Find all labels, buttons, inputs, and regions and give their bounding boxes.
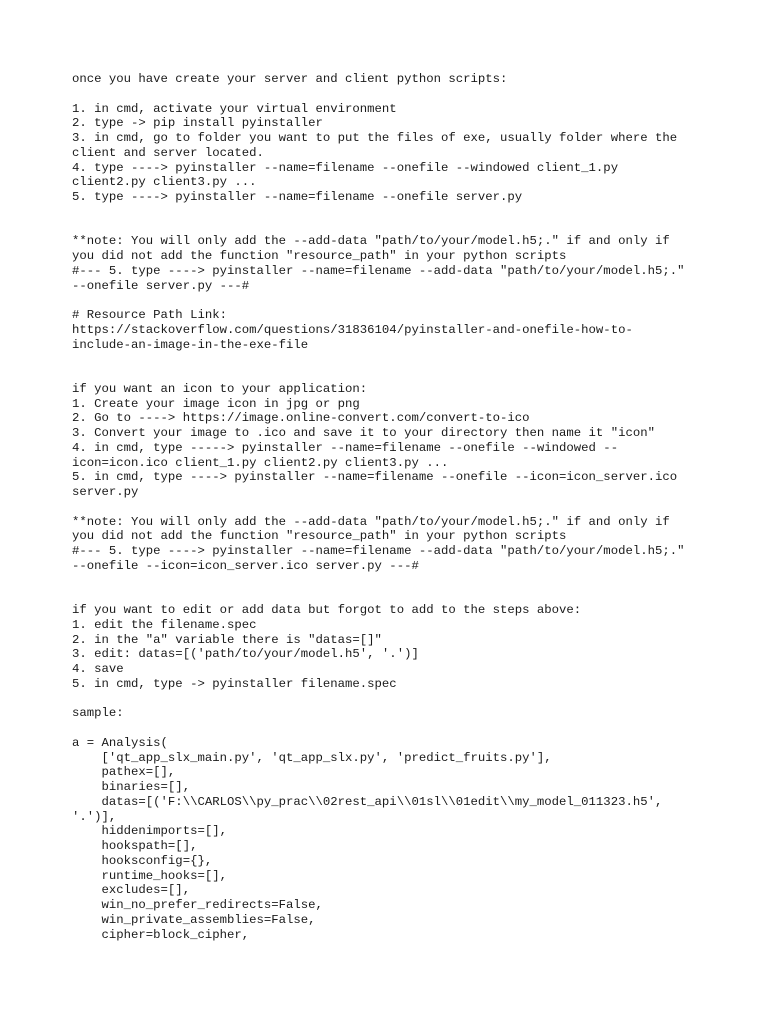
blank-line: [72, 352, 712, 367]
text-line: if you want an icon to your application:: [72, 381, 368, 396]
text-line: datas=[('F:\\CARLOS\\py_prac\\02rest_api\\01sl\\01edit\\my_model_011323.h5',: [72, 794, 663, 809]
text-line: 5. type ----> pyinstaller --name=filename --onefile server.py: [72, 190, 523, 204]
document-page: [72, 72, 712, 942]
text-line: win_no_prefer_redirects=False,: [72, 898, 323, 912]
text-line: 2. in the "a" variable there is "datas=[]": [72, 632, 382, 647]
text-line: include-an-image-in-the-exe-file: [72, 337, 309, 352]
text-line: #--- 5. type ----> pyinstaller --name=filename --add-data "path/to/your/model.h5;.": [72, 263, 685, 278]
blank-line: [72, 574, 712, 589]
text-line: 1. Create your image icon in jpg or png: [72, 396, 360, 411]
text-line: # Resource Path Link:: [72, 308, 227, 322]
text-line: 4. save: [72, 662, 124, 676]
blank-line: [72, 721, 712, 736]
blank-line: [72, 205, 712, 220]
text-line: '.')],: [72, 809, 117, 824]
text-line: you did not add the function "resource_path" in your python scripts: [72, 249, 567, 263]
text-line: 4. type ----> pyinstaller --name=filename --onefile --windowed client_1.py: [72, 160, 619, 175]
text-line: hooksconfig={},: [72, 853, 213, 868]
text-line: 2. Go to ----> https://image.online-convert.com/convert-to-ico: [72, 411, 530, 426]
text-line: #--- 5. type ----> pyinstaller --name=filename --add-data "path/to/your/model.h5;.": [72, 544, 685, 558]
text-line: client2.py client3.py ...: [72, 175, 257, 190]
text-line: --onefile server.py ---#: [72, 278, 250, 293]
text-line: server.py: [72, 485, 139, 499]
text-line: 1. in cmd, activate your virtual environment: [72, 101, 397, 116]
text-line: win_private_assemblies=False,: [72, 912, 316, 927]
text-line: 2. type -> pip install pyinstaller: [72, 116, 323, 131]
text-line: 5. in cmd, type -> pyinstaller filename.spec: [72, 676, 397, 691]
text-line: 5. in cmd, type ----> pyinstaller --name=filename --onefile --icon=icon_server.ico: [72, 470, 678, 485]
text-line: 4. in cmd, type -----> pyinstaller --name=filename --onefile --windowed --: [72, 440, 619, 455]
text-line: 3. edit: datas=[('path/to/your/model.h5', '.')]: [72, 647, 419, 662]
text-line: excludes=[],: [72, 883, 191, 898]
text-line: client and server located.: [72, 145, 264, 160]
blank-line: [72, 692, 712, 707]
blank-line: [72, 87, 712, 102]
text-line: hiddenimports=[],: [72, 824, 227, 839]
blank-line: [72, 588, 712, 603]
text-line: if you want to edit or add data but forgot to add to the steps above:: [72, 603, 582, 617]
blank-line: [72, 220, 712, 235]
text-line: 3. in cmd, go to folder you want to put the files of exe, usually folder where the: [72, 131, 678, 145]
text-line: binaries=[],: [72, 780, 191, 794]
text-line: ['qt_app_slx_main.py', 'qt_app_slx.py', 'predict_fruits.py'],: [72, 750, 552, 765]
text-line: cipher=block_cipher,: [72, 927, 250, 942]
blank-line: [72, 367, 712, 382]
text-line: 1. edit the filename.spec: [72, 617, 257, 632]
text-line: a = Analysis(: [72, 735, 168, 750]
blank-line: [72, 500, 712, 515]
text-line: https://stackoverflow.com/questions/31836104/pyinstaller-and-onefile-how-to-: [72, 322, 633, 337]
text-line: **note: You will only add the --add-data "path/to/your/model.h5;." if and only if: [72, 514, 670, 529]
text-line: icon=icon.ico client_1.py client2.py client3.py ...: [72, 455, 449, 470]
text-line: hookspath=[],: [72, 839, 198, 853]
text-line: **note: You will only add the --add-data "path/to/your/model.h5;." if and only if: [72, 234, 670, 249]
text-line: 3. Convert your image to .ico and save it to your directory then name it "icon": [72, 426, 655, 440]
blank-line: [72, 293, 712, 308]
text-line: pathex=[],: [72, 765, 176, 780]
text-line: runtime_hooks=[],: [72, 868, 227, 883]
text-line: --onefile --icon=icon_server.ico server.py ---#: [72, 558, 419, 573]
text-line: once you have create your server and client python scripts:: [72, 72, 508, 86]
text-line: you did not add the function "resource_path" in your python scripts: [72, 529, 567, 544]
text-line: sample:: [72, 706, 124, 721]
